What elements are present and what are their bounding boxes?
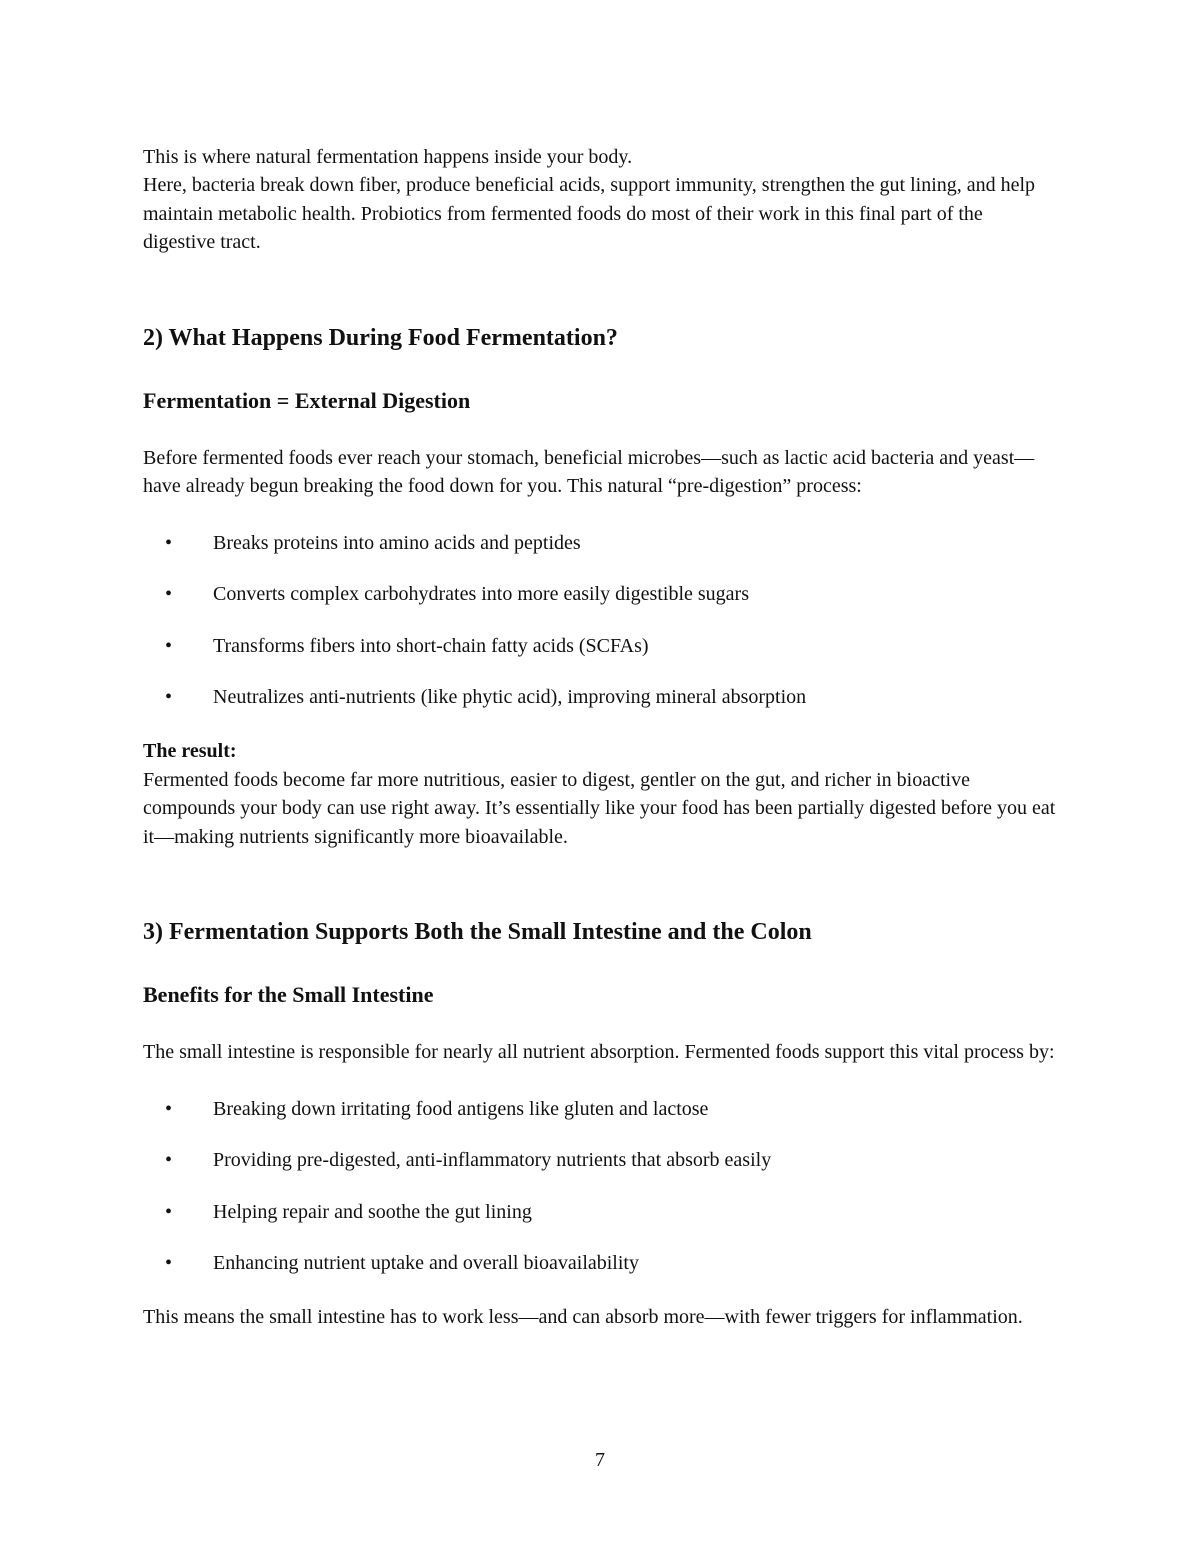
list-item: [143, 580, 1057, 608]
list-item: [143, 529, 1057, 557]
intro-paragraph: [143, 143, 1057, 257]
result-text: Fermented foods become far more nutritious, easier to digest, gentler on the gut, and richer in bioactive compounds your body can use right away. It’s essentially like your food has been partially digested before you eat it—making nutrients significantly more bioavailable.: [143, 768, 1056, 848]
intro-line-2: Here, bacteria break down fiber, produce beneficial acids, support immunity, strengthen the gut lining, and help maintain metabolic health. Probiotics from fermented foods do most of their work in this final part of the digestive tract.: [143, 174, 1036, 254]
section-3-bullet-list: [143, 1095, 1057, 1278]
bullet-icon: •: [165, 1149, 173, 1172]
bullet-text: Transforms fibers into short-chain fatty acids (SCFAs): [213, 634, 649, 657]
section-2-heading: 2) What Happens During Food Fermentation?: [143, 324, 618, 351]
bullet-text: Enhancing nutrient uptake and overall bioavailability: [213, 1252, 639, 1275]
bullet-text: Breaking down irritating food antigens like gluten and lactose: [213, 1097, 709, 1120]
section-3-heading: 3) Fermentation Supports Both the Small Intestine and the Colon: [143, 918, 812, 945]
bullet-text: Converts complex carbohydrates into more easily digestible sugars: [213, 583, 749, 606]
page-number: 7: [595, 1448, 605, 1471]
bullet-text: Breaks proteins into amino acids and peptides: [213, 531, 581, 554]
list-item: [143, 632, 1057, 660]
list-item: [143, 1198, 1057, 1226]
section-3-paragraph: The small intestine is responsible for nearly all nutrient absorption. Fermented foods support this vital process by:: [143, 1041, 1055, 1064]
bullet-icon: •: [165, 634, 173, 657]
bullet-icon: •: [165, 583, 173, 606]
bullet-text: Helping repair and soothe the gut lining: [213, 1200, 532, 1223]
bullet-icon: •: [165, 1097, 173, 1120]
bullet-text: Neutralizes anti-nutrients (like phytic acid), improving mineral absorption: [213, 686, 807, 709]
result-label: The result:: [143, 740, 237, 763]
section-2-bullet-list: [143, 529, 1057, 712]
list-item: [143, 1249, 1057, 1277]
section-2-paragraph: Before fermented foods ever reach your stomach, beneficial microbes—such as lactic acid bacteria and yeast—have already begun breaking the food down for you. This natural “pre-digestion” process:: [143, 447, 1035, 498]
closing-paragraph: This means the small intestine has to work less—and can absorb more—with fewer triggers for inflammation.: [143, 1306, 1023, 1329]
bullet-icon: •: [165, 1200, 173, 1223]
list-item: [143, 683, 1057, 711]
section-2-subheading: Fermentation = External Digestion: [143, 387, 471, 413]
list-item: [143, 1146, 1057, 1174]
result-paragraph: [143, 737, 1057, 851]
bullet-icon: •: [165, 686, 173, 709]
intro-line-1: This is where natural fermentation happens inside your body.: [143, 146, 633, 168]
bullet-text: Providing pre-digested, anti-inflammatory nutrients that absorb easily: [213, 1149, 772, 1172]
list-item: [143, 1095, 1057, 1123]
section-3-subheading: Benefits for the Small Intestine: [143, 981, 434, 1007]
bullet-icon: •: [165, 1252, 173, 1275]
bullet-icon: •: [165, 531, 173, 554]
